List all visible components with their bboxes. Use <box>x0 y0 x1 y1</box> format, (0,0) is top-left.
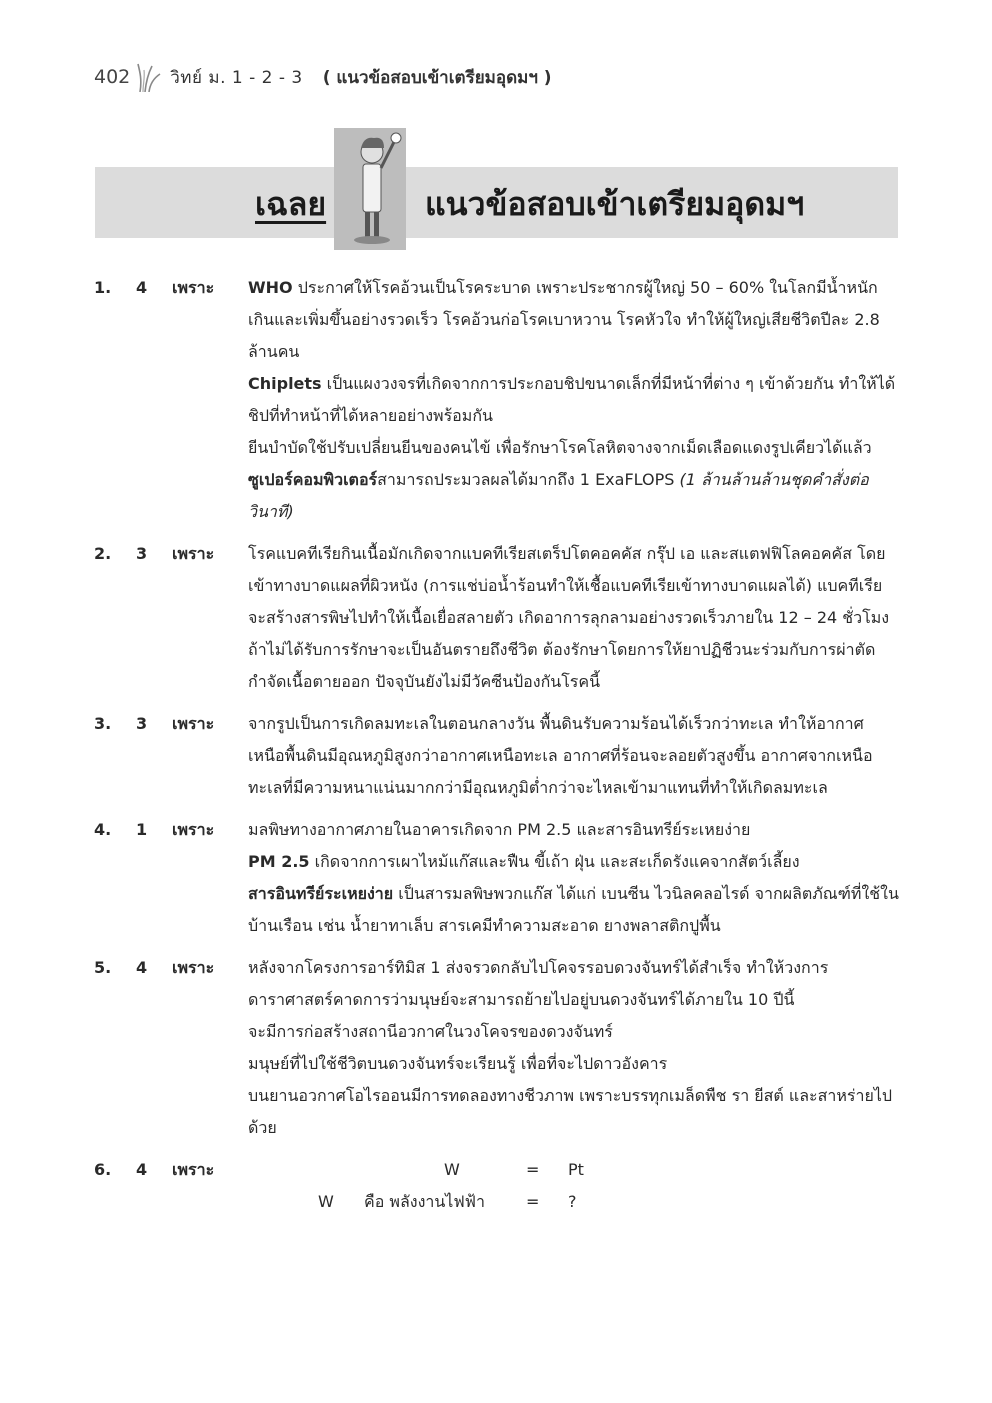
term-voc: สารอินทรีย์ระเหยง่าย <box>248 884 394 903</box>
answer-because-label: เพราะ <box>172 714 215 733</box>
explanation-text: ยีนบำบัดใช้ปรับเปลี่ยนยีนของคนไข้ เพื่อรักษาโรคโลหิตจางจากเม็ดเลือดแดงรูปเคียวได้แล้ว <box>248 438 872 457</box>
explanation-text: ประกาศให้โรคอ้วนเป็นโรคระบาด เพราะประชากรผู้ใหญ่ 50 – 60% ในโลกมีน้ำหนักเกินและเพิ่มขึ้นอย่างรวดเร็ว โรคอ้วนก่อโรคเบาหวาน โรคหัวใจ ทำให้ผู้ใหญ่เสียชีวิตปีละ 2.8 ล้านคน <box>248 278 880 361</box>
answer-explanation <box>248 952 900 1144</box>
answer-because-label: เพราะ <box>172 820 215 839</box>
answer-choice: 4 <box>136 958 148 977</box>
formula-variable-desc: คือ พลังงานไฟฟ้า <box>364 1192 485 1211</box>
scientist-illustration-icon <box>334 128 406 250</box>
formula-lhs: W <box>444 1160 460 1179</box>
term-chiplets: Chiplets <box>248 374 322 393</box>
page-header <box>94 62 552 92</box>
answer-choice: 1 <box>136 820 148 839</box>
answer-number: 2. <box>94 544 112 563</box>
answer-item-6 <box>94 1154 900 1224</box>
explanation-text: เป็นแผงวงจรที่เกิดจากการประกอบชิปขนาดเล็กที่มีหน้าที่ต่าง ๆ เข้าด้วยกัน ทำให้ได้ชิปที่ทำหน้าที่ได้หลายอย่างพร้อมกัน <box>248 374 896 425</box>
answer-item-3 <box>94 708 900 804</box>
answer-explanation <box>248 272 900 528</box>
answer-number: 1. <box>94 278 112 297</box>
answer-choice: 4 <box>136 1160 148 1179</box>
answer-item-1 <box>94 272 900 528</box>
answer-choice: 3 <box>136 714 148 733</box>
answer-number: 4. <box>94 820 112 839</box>
explanation-text: โรคแบคทีเรียกินเนื้อมักเกิดจากแบคทีเรียสเตร็ปโตคอคคัส กรุ๊ป เอ และสแตฟฟิโลคอคคัส โดยเข้าทางบาดแผลที่ผิวหนัง (การแช่บ่อน้ำร้อนทำให้เชื้อแบคทีเรียเข้าทางบาดแผลได้) แบคทีเรียจะสร้างสารพิษไปทำให้เนื้อเยื่อสลายตัว เกิดอาการลุกลามอย่างรวดเร็วภายใน 12 – 24 ชั่วโมง ถ้าไม่ได้รับการรักษาจะเป็นอันตรายถึงชีวิต ต้องรักษาโดยการให้ยาปฏิชีวนะร่วมกับการผ่าตัดกำจัดเนื้อตายออก ปัจจุบันยังไม่มีวัคซีนป้องกันโรคนี้ <box>248 544 890 691</box>
explanation-text: เป็นสารมลพิษพวกแก๊ส ได้แก่ เบนซีน ไวนิลคลอไรด์ จากผลิตภัณฑ์ที่ใช้ในบ้านเรือน เช่น น้ำยาทาเล็บ สารเคมีทำความสะอาด ยางพลาสติกปูพื้น <box>248 884 899 935</box>
explanation-text: มลพิษทางอากาศภายในอาคารเกิดจาก PM 2.5 และสารอินทรีย์ระเหยง่าย <box>248 820 751 839</box>
answer-because-label: เพราะ <box>172 958 215 977</box>
explanation-text: มนุษย์ที่ไปใช้ชีวิตบนดวงจันทร์จะเรียนรู้ เพื่อที่จะไปดาวอังคาร <box>248 1054 668 1073</box>
grass-icon <box>136 62 162 92</box>
answer-because-label: เพราะ <box>172 1160 215 1179</box>
banner-exam-title: แนวข้อสอบเข้าเตรียมอุดมฯ <box>425 185 805 223</box>
banner-answer-title: เฉลย <box>255 185 327 223</box>
term-supercomputer: ซูเปอร์คอมพิวเตอร์ <box>248 470 378 489</box>
formula-variable: W <box>318 1192 334 1211</box>
answer-list <box>94 272 900 1234</box>
answer-item-5 <box>94 952 900 1144</box>
explanation-text: สามารถประมวลผลได้มากถึง 1 ExaFLOPS <box>377 470 680 489</box>
explanation-note: (1 ล้านล้านล้านชุดคำสั่งต่อวินาที) <box>248 470 869 521</box>
explanation-text: บนยานอวกาศโอไรออนมีการทดลองทางชีวภาพ เพราะบรรทุกเมล็ดพืช รา ยีสต์ และสาหร่ายไปด้วย <box>248 1086 893 1137</box>
term-pm25: PM 2.5 <box>248 852 310 871</box>
formula-equals: = <box>526 1160 540 1179</box>
explanation-text: หลังจากโครงการอาร์ทิมิส 1 ส่งจรวดกลับไปโคจรรอบดวงจันทร์ได้สำเร็จ ทำให้วงการดาราศาสตร์คาดการว่ามนุษย์จะสามารถย้ายไปอยู่บนดวงจันทร์ได้ภายใน 10 ปีนี้ <box>248 958 829 1009</box>
answer-explanation <box>248 814 900 942</box>
formula-equals: = <box>526 1192 540 1211</box>
term-who: WHO <box>248 278 293 297</box>
answer-because-label: เพราะ <box>172 544 215 563</box>
answer-number: 5. <box>94 958 112 977</box>
answer-number: 3. <box>94 714 112 733</box>
formula-rhs: Pt <box>568 1160 584 1179</box>
answer-item-2 <box>94 538 900 698</box>
explanation-text: จะมีการก่อสร้างสถานีอวกาศในวงโคจรของดวงจันทร์ <box>248 1022 613 1041</box>
explanation-text: จากรูปเป็นการเกิดลมทะเลในตอนกลางวัน พื้นดินรับความร้อนได้เร็วกว่าทะเล ทำให้อากาศเหนือพื้นดินมีอุณหภูมิสูงกว่าอากาศเหนือทะเล อากาศที่ร้อนจะลอยตัวสูงขึ้น อากาศจากเหนือทะเลที่มีความหนาแน่นมากกว่ามีอุณหภูมิต่ำกว่าจะไหลเข้ามาแทนที่ทำให้เกิดลมทะเล <box>248 714 873 797</box>
answer-explanation <box>248 538 900 698</box>
energy-formula <box>248 1154 900 1224</box>
formula-unknown: ? <box>568 1192 577 1211</box>
book-subtitle: ( แนวข้อสอบเข้าเตรียมอุดมฯ ) <box>322 67 552 88</box>
book-title: วิทย์ ม. 1 - 2 - 3 <box>170 67 303 88</box>
answer-because-label: เพราะ <box>172 278 215 297</box>
answer-number: 6. <box>94 1160 112 1179</box>
explanation-text: เกิดจากการเผาไหม้แก๊สและฟืน ขี้เถ้า ฝุ่น และสะเก็ดรังแคจากสัตว์เลี้ยง <box>309 852 800 871</box>
answer-explanation <box>248 708 900 804</box>
page-number: 402 <box>94 66 131 88</box>
answer-choice: 3 <box>136 544 148 563</box>
answer-item-4 <box>94 814 900 942</box>
answer-banner <box>95 167 898 238</box>
answer-choice: 4 <box>136 278 148 297</box>
